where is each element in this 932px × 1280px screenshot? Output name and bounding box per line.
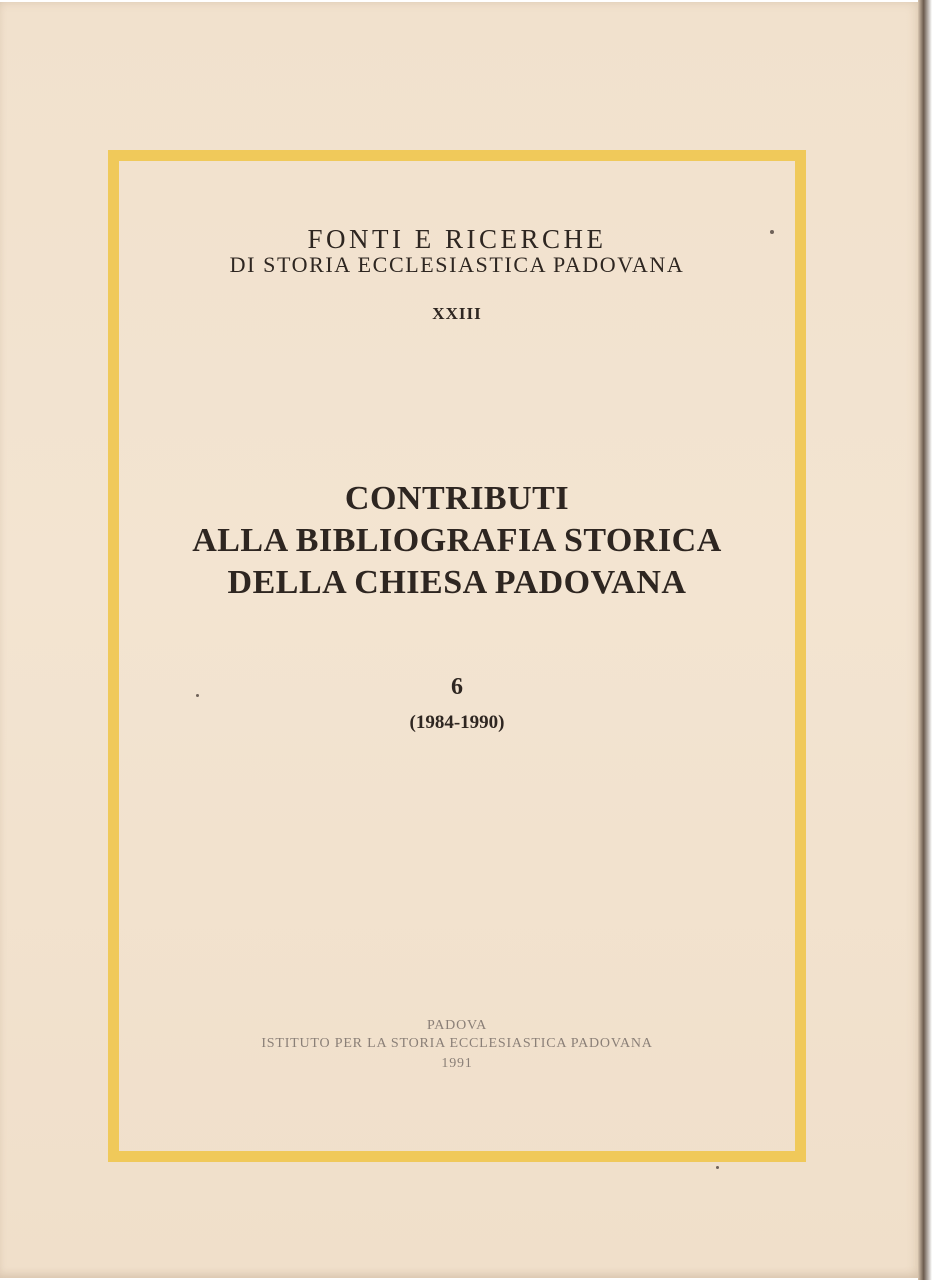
book-title-line3: DELLA CHIESA PADOVANA <box>227 564 687 601</box>
volume-number: XXIII <box>432 304 482 323</box>
book-title-line2: ALLA BIBLIOGRAFIA STORICA <box>192 522 722 559</box>
series-title-line1: FONTI E RICERCHE <box>307 224 607 254</box>
publication-year: 1991 <box>441 1056 473 1071</box>
series-title-line2: DI STORIA ECCLESIASTICA PADOVANA <box>229 252 685 277</box>
book-title <box>108 478 806 604</box>
book-cover <box>0 2 922 1278</box>
cover-border-frame <box>108 150 806 1162</box>
publisher-city: PADOVA <box>426 1018 488 1033</box>
publisher-institute: ISTITUTO PER LA STORIA ECCLESIASTICA PADOVANA <box>261 1036 653 1051</box>
cover-edge-shadow <box>918 0 932 1280</box>
part-number: 6 <box>451 674 463 700</box>
book-title-line1: CONTRIBUTI <box>344 480 570 517</box>
paper-speck <box>716 1166 719 1169</box>
year-range: (1984-1990) <box>409 712 505 733</box>
